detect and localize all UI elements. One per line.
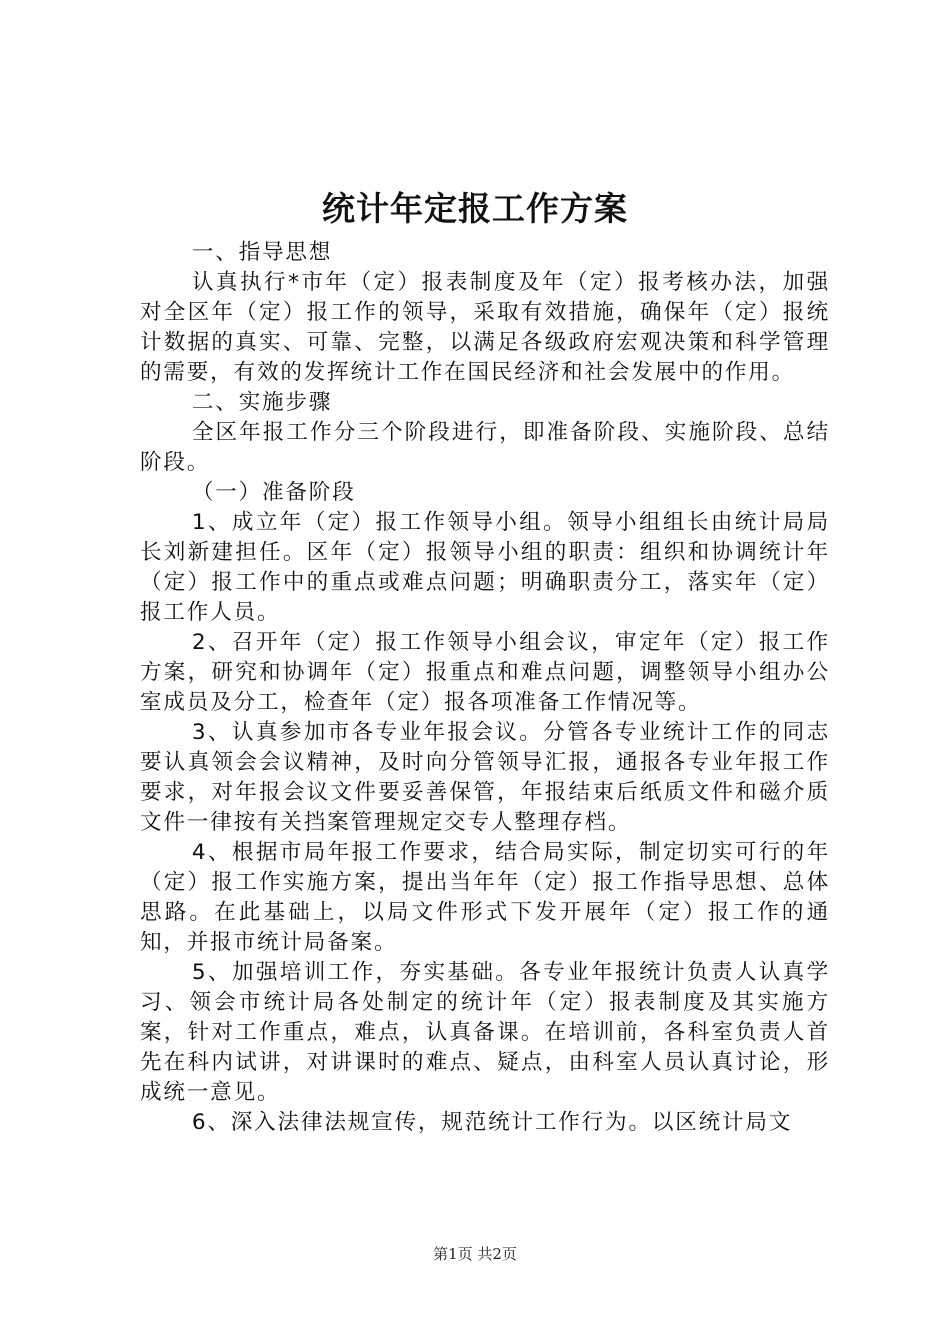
list-item: 6、深入法律法规宣传，规范统计工作行为。以区统计局文 (191, 1110, 793, 1135)
subsection-heading-preparation-stage: （一）准备阶段 (191, 480, 356, 505)
section-heading-guiding-ideology: 一、指导思想 (191, 240, 333, 265)
list-item: 2、召开年（定）报工作领导小组会议，审定年（定）报工作方案，研究和协调年（定）报重点和难点问题，调整领导小组办公室成员及分工，检查年（定）报各项准备工作情况等。 (140, 630, 830, 715)
list-item: 5、加强培训工作，夯实基础。各专业年报统计负责人认真学习、领会市统计局各处制定的统计年（定）报表制度及其实施方案，针对工作重点，难点，认真备课。在培训前，各科室负责人首先在科内试讲，对讲课时的难点、疑点，由科室人员认真讨论，形成统一意见。 (140, 960, 830, 1105)
list-item: 4、根据市局年报工作要求，结合局实际，制定切实可行的年（定）报工作实施方案，提出当年年（定）报工作指导思想、总体思路。在此基础上，以局文件形式下发开展年（定）报工作的通知，并报市统计局备案。 (140, 840, 830, 955)
document-body (140, 238, 830, 1138)
list-item: 1、成立年（定）报工作领导小组。领导小组组长由统计局局长刘新建担任。区年（定）报领导小组的职责：组织和协调统计年（定）报工作中的重点或难点问题；明确职责分工，落实年（定）报工作人员。 (140, 510, 830, 625)
paragraph: 全区年报工作分三个阶段进行，即准备阶段、实施阶段、总结阶段。 (140, 420, 830, 475)
page-footer: 第1页 共2页 (433, 1245, 517, 1263)
document-title: 统计年定报工作方案 (322, 189, 628, 228)
list-item: 3、认真参加市各专业年报会议。分管各专业统计工作的同志要认真领会会议精神，及时向分管领导汇报，通报各专业年报工作要求，对年报会议文件要妥善保管，年报结束后纸质文件和磁介质文件一律按有关挡案管理规定交专人整理存档。 (140, 720, 830, 835)
section-heading-implementation-steps: 二、实施步骤 (191, 390, 333, 415)
paragraph: 认真执行*市年（定）报表制度及年（定）报考核办法，加强对全区年（定）报工作的领导，采取有效措施，确保年（定）报统计数据的真实、可靠、完整，以满足各级政府宏观决策和科学管理的需要，有效的发挥统计工作在国民经济和社会发展中的作用。 (140, 270, 830, 385)
